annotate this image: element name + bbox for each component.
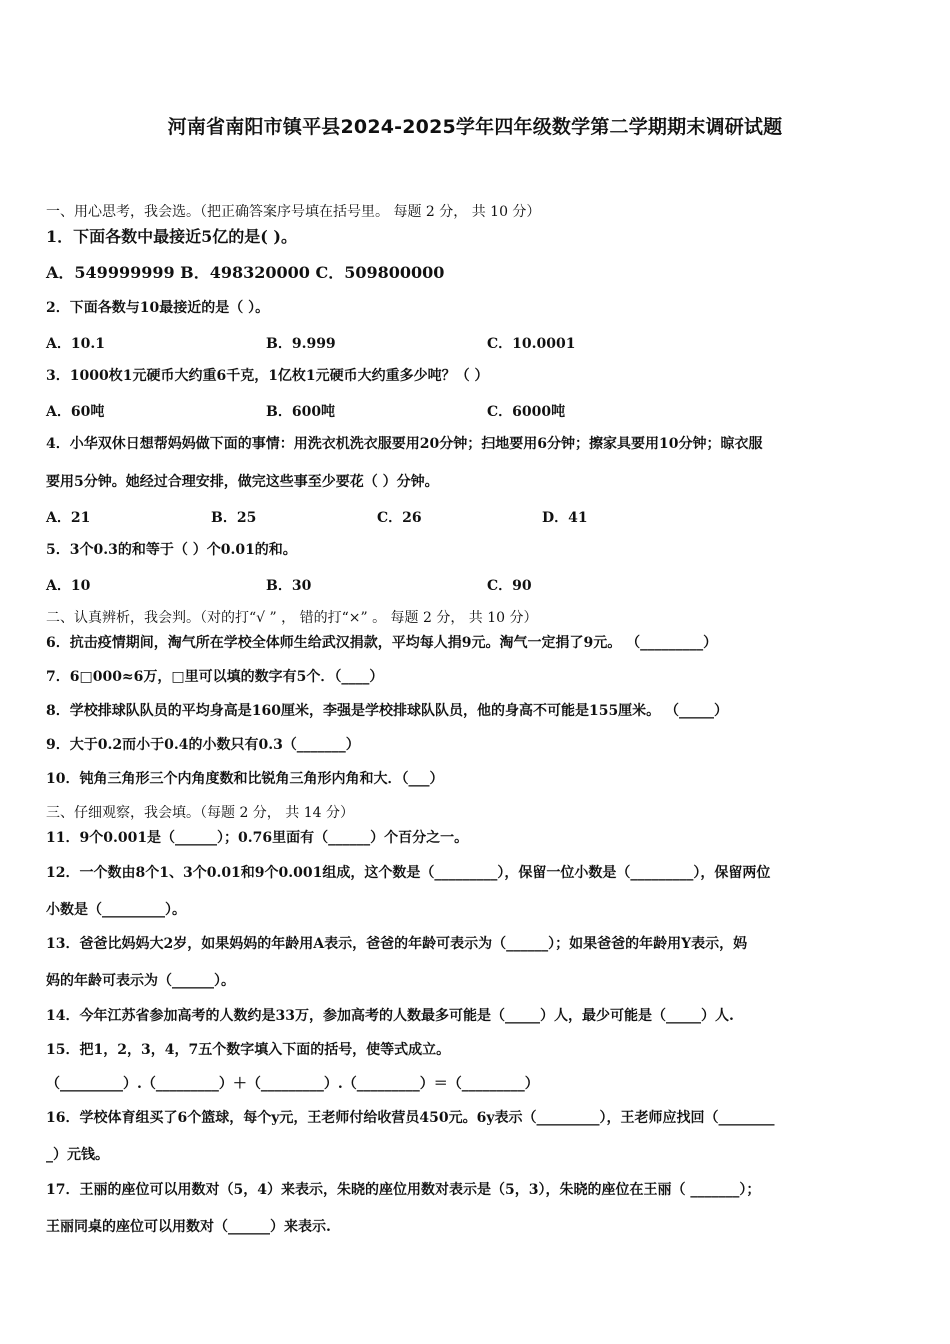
question-2-options (46, 333, 906, 351)
option-a: A．10 (46, 578, 91, 594)
question-17-line-1: 17．王丽的座位可以用数对（5，4）来表示，朱晓的座位用数对表示是（5，3），朱晓的座位在王丽（ _______）； (46, 1182, 761, 1198)
option-d: D．41 (542, 510, 588, 526)
question-11: 11．9个0.001是（______）；0.76里面有（______）个百分之一。 (46, 830, 469, 846)
question-3: 3．1000枚1元硬币大约重6千克，1亿枚1元硬币大约重多少吨？（ ） (46, 368, 489, 384)
question-8: 8．学校排球队队员的平均身高是160厘米，李强是学校排球队队员，他的身高不可能是155厘米。 （_____） (46, 703, 729, 719)
question-5: 5．3个0.3的和等于（ ）个0.01的和。 (46, 542, 297, 558)
option-a: A．10.1 (46, 336, 105, 352)
option-b: B．600吨 (266, 404, 336, 420)
question-7: 7．6□000≈6万，□里可以填的数字有5个．（____） (46, 669, 384, 685)
question-9: 9．大于0.2而小于0.4的小数只有0.3（_______） (46, 737, 360, 753)
option-a: A．60吨 (46, 404, 105, 420)
option-c: C．90 (487, 578, 532, 594)
question-14: 14．今年江苏省参加高考的人数约是33万，参加高考的人数最多可能是（_____）人，最少可能是（_____）人. (46, 1008, 734, 1024)
question-15-line-2: （_________）.（_________）＋（_________）.（_________）＝（_________） (46, 1076, 539, 1092)
question-6: 6．抗击疫情期间，淘气所在学校全体师生给武汉捐款，平均每人捐9元。淘气一定捐了9元。 （_________） (46, 635, 718, 651)
section-1-heading: 一、用心思考，我会选。（把正确答案序号填在括号里。 每题 2 分， 共 10 分） (46, 204, 541, 220)
question-1-options: A．549999999 B．498320000 C．509800000 (46, 263, 445, 282)
option-c: C．6000吨 (487, 404, 566, 420)
option-b: B．25 (211, 510, 257, 526)
question-4-line-2: 要用5分钟。她经过合理安排，做完这些事至少要花（ ）分钟。 (46, 474, 439, 490)
option-c: C．26 (377, 510, 422, 526)
question-15-line-1: 15．把1，2，3，4，7五个数字填入下面的括号，使等式成立。 (46, 1042, 451, 1058)
section-3-heading: 三、仔细观察，我会填。（每题 2 分， 共 14 分） (46, 805, 354, 821)
question-10: 10．钝角三角形三个内角度数和比锐角三角形内角和大．（___） (46, 771, 444, 787)
option-a: A．21 (46, 510, 91, 526)
question-12-line-2: 小数是（_________）。 (46, 902, 186, 918)
question-13-line-1: 13．爸爸比妈妈大2岁，如果妈妈的年龄用A表示，爸爸的年龄可表示为（______）；如果爸爸的年龄用Y表示，妈 (46, 936, 748, 952)
question-4-line-1: 4．小华双休日想帮妈妈做下面的事情：用洗衣机洗衣服要用20分钟；扫地要用6分钟；擦家具要用10分钟；晾衣服 (46, 436, 763, 452)
question-1: 1．下面各数中最接近5亿的是( )。 (46, 227, 297, 246)
question-3-options (46, 401, 906, 419)
question-17-line-2: 王丽同桌的座位可以用数对（______）来表示. (46, 1219, 331, 1235)
question-16-line-2: _）元钱。 (46, 1147, 109, 1163)
option-b: B．30 (266, 578, 312, 594)
option-c: C．10.0001 (487, 336, 576, 352)
question-16-line-1: 16．学校体育组买了6个篮球，每个y元，王老师付给收营员450元。6y表示（_________），王老师应找回（________ (46, 1110, 775, 1126)
question-13-line-2: 妈的年龄可表示为（______）。 (46, 973, 235, 989)
question-12-line-1: 12．一个数由8个1、3个0.01和9个0.001组成，这个数是（_________），保留一位小数是（_________），保留两位 (46, 865, 771, 881)
option-b: B．9.999 (266, 336, 336, 352)
section-2-heading: 二、认真辨析，我会判。（对的打“√ ” ， 错的打“×” 。 每题 2 分， 共 10 分） (46, 610, 538, 626)
question-4-options (46, 507, 906, 525)
question-5-options (46, 575, 906, 593)
question-2: 2．下面各数与10最接近的是（ ）。 (46, 300, 270, 316)
page-title: 河南省南阳市镇平县2024-2025学年四年级数学第二学期期末调研试题 (167, 116, 783, 138)
